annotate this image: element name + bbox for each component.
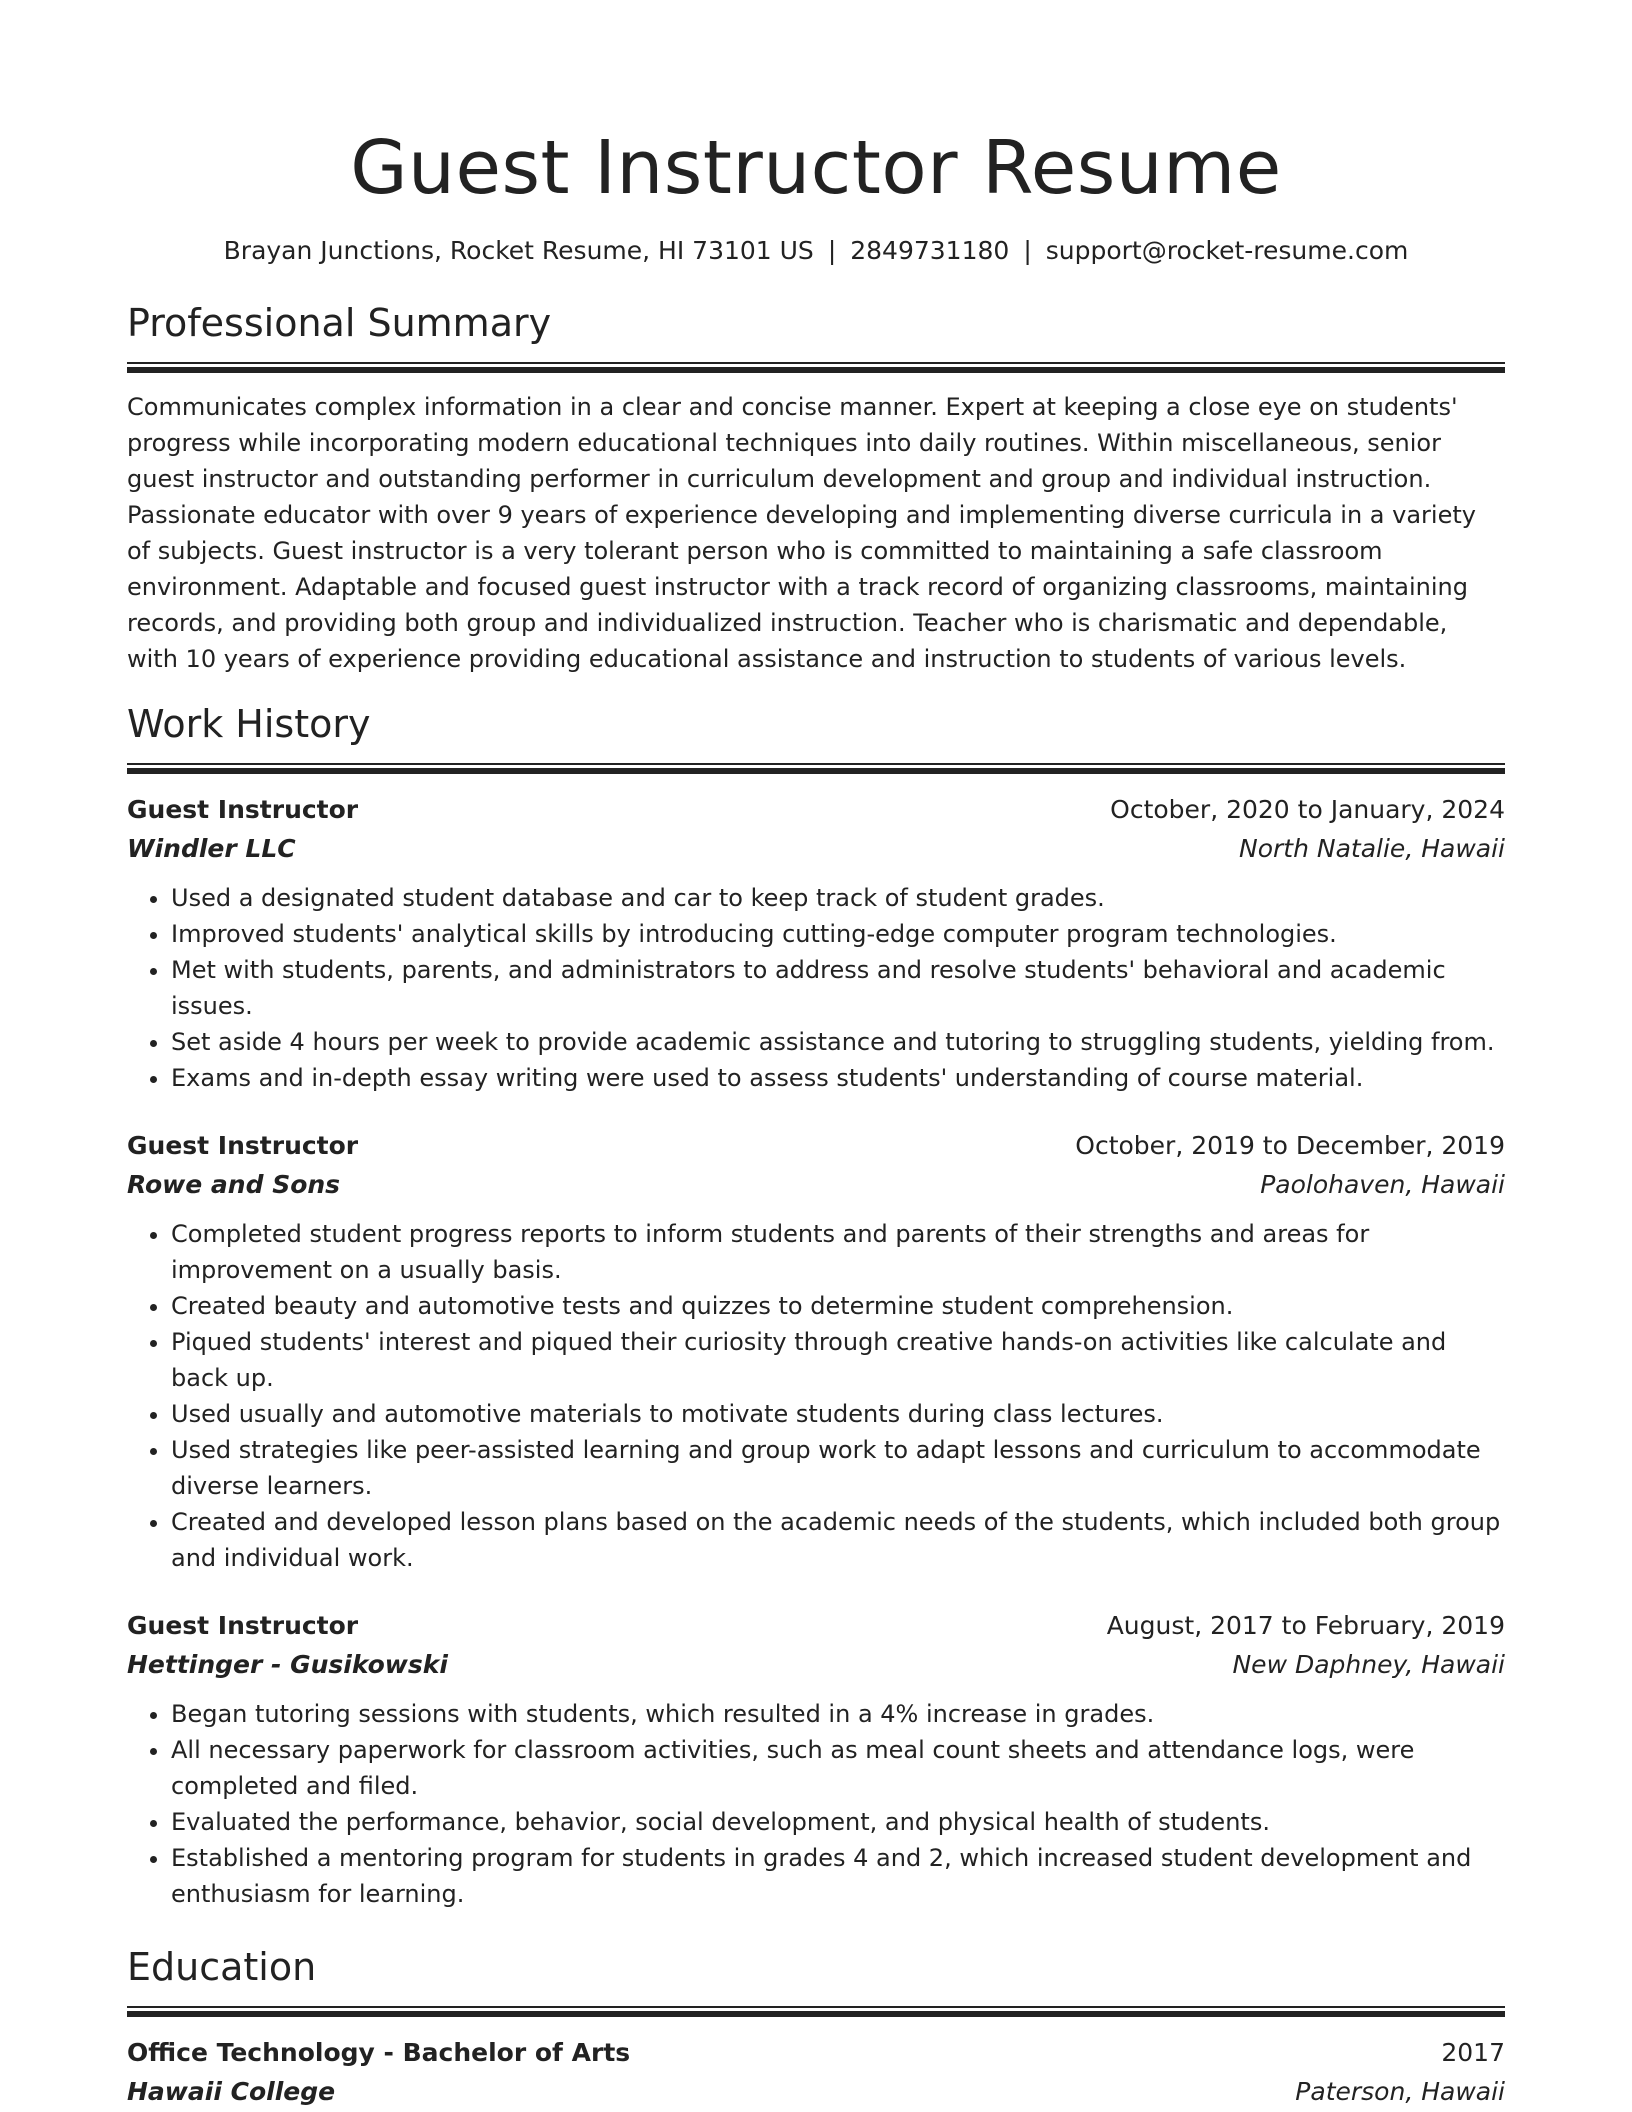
contact-separator: |	[1023, 236, 1032, 265]
job-company-row	[127, 830, 1505, 868]
job-bullet: • Exams and in-depth essay writing were used to assess students' understanding of course material.	[171, 1060, 1505, 1096]
education-school-row	[127, 2073, 1505, 2111]
section-divider	[127, 763, 1505, 774]
contact-separator: |	[827, 236, 837, 265]
job-bullet: • Improved students' analytical skills by introducing cutting-edge computer program technologies.	[171, 916, 1505, 952]
job-entry	[127, 1606, 1505, 1912]
job-company-row	[127, 1646, 1505, 1684]
education-year: 2017	[1441, 2038, 1505, 2067]
contact-address: Brayan Junctions, Rocket Resume, HI 73101 US	[223, 236, 814, 265]
job-title: Guest Instructor	[127, 795, 359, 824]
job-bullet: • Created beauty and automotive tests and quizzes to determine student comprehension.	[171, 1288, 1505, 1324]
job-bullets	[127, 880, 1505, 1096]
section-heading: Education	[127, 1945, 317, 1989]
job-bullet: • Evaluated the performance, behavior, social development, and physical health of students.	[171, 1804, 1505, 1840]
job-title: Guest Instructor	[127, 1611, 359, 1640]
job-bullets	[127, 1216, 1505, 1576]
job-bullet: • Set aside 4 hours per week to provide academic assistance and tutoring to struggling students, yielding from.	[171, 1024, 1505, 1060]
contact-line	[127, 234, 1505, 268]
section-divider	[127, 362, 1505, 373]
education-section	[127, 1942, 1505, 2111]
section-heading: Work History	[127, 702, 371, 746]
job-header-row	[127, 1606, 1505, 1646]
summary-text: Communicates complex information in a clear and concise manner. Expert at keeping a close eye on students' progress while incorporating modern educational techniques into daily routines. Within miscellaneous, senior guest instructor and outstanding performer in curriculum development and group and individual instruction. Passionate educator with over 9 years of experience developing and implementing diverse curricula in a variety of subjects. Guest instructor is a very tolerant person who is committed to maintaining a safe classroom environment. Adaptable and focused guest instructor with a track record of organizing classrooms, maintaining records, and providing both group and individualized instruction. Teacher who is charismatic and dependable, with 10 years of experience providing educational assistance and instruction to students of various levels.	[127, 393, 1476, 673]
job-bullet: • Used strategies like peer-assisted learning and group work to adapt lessons and curriculum to accommodate diverse learners.	[171, 1432, 1505, 1504]
job-entry	[127, 1126, 1505, 1576]
job-bullet: • Met with students, parents, and administrators to address and resolve students' behavioral and academic issues.	[171, 952, 1505, 1024]
job-location: Paolohaven, Hawaii	[1260, 1170, 1505, 1199]
job-location: New Daphney, Hawaii	[1232, 1650, 1505, 1679]
job-company: Hettinger - Gusikowski	[127, 1650, 448, 1679]
job-bullet: • Began tutoring sessions with students, which resulted in a 4% increase in grades.	[171, 1696, 1505, 1732]
job-company: Windler LLC	[127, 834, 296, 863]
education-degree: Office Technology - Bachelor of Arts	[127, 2038, 631, 2067]
job-bullet: • Used usually and automotive materials to motivate students during class lectures.	[171, 1396, 1505, 1432]
job-dates: October, 2020 to January, 2024	[1110, 795, 1505, 824]
job-header-row	[127, 1126, 1505, 1166]
education-header-row	[127, 2033, 1505, 2073]
job-bullet: • Established a mentoring program for students in grades 4 and 2, which increased student development and enthusiasm for learning.	[171, 1840, 1505, 1912]
professional-summary-section	[127, 298, 1505, 677]
job-company-row	[127, 1166, 1505, 1204]
work-history-section	[127, 699, 1505, 1912]
job-dates: October, 2019 to December, 2019	[1075, 1131, 1505, 1160]
job-header-row	[127, 790, 1505, 830]
contact-email: support@rocket-resume.com	[1045, 236, 1409, 265]
section-heading: Professional Summary	[127, 301, 552, 345]
resume-title: Guest Instructor Resume	[350, 125, 1282, 211]
job-bullet: • Used a designated student database and car to keep track of student grades.	[171, 880, 1505, 916]
job-bullet: • Piqued students' interest and piqued their curiosity through creative hands-on activities like calculate and back up.	[171, 1324, 1505, 1396]
job-bullets	[127, 1696, 1505, 1912]
education-location: Paterson, Hawaii	[1295, 2077, 1505, 2106]
section-divider	[127, 2006, 1505, 2017]
job-bullet: • Created and developed lesson plans based on the academic needs of the students, which included both group and individual work.	[171, 1504, 1505, 1576]
job-company: Rowe and Sons	[127, 1170, 341, 1199]
job-entry	[127, 790, 1505, 1096]
job-location: North Natalie, Hawaii	[1239, 834, 1505, 863]
education-school: Hawaii College	[127, 2077, 336, 2106]
job-bullet: • All necessary paperwork for classroom activities, such as meal count sheets and attendance logs, were completed and filed.	[171, 1732, 1505, 1804]
job-bullet: • Completed student progress reports to inform students and parents of their strengths and areas for improvement on a usually basis.	[171, 1216, 1505, 1288]
job-title: Guest Instructor	[127, 1131, 359, 1160]
contact-phone: 2849731180	[850, 236, 1010, 265]
job-dates: August, 2017 to February, 2019	[1106, 1611, 1505, 1640]
